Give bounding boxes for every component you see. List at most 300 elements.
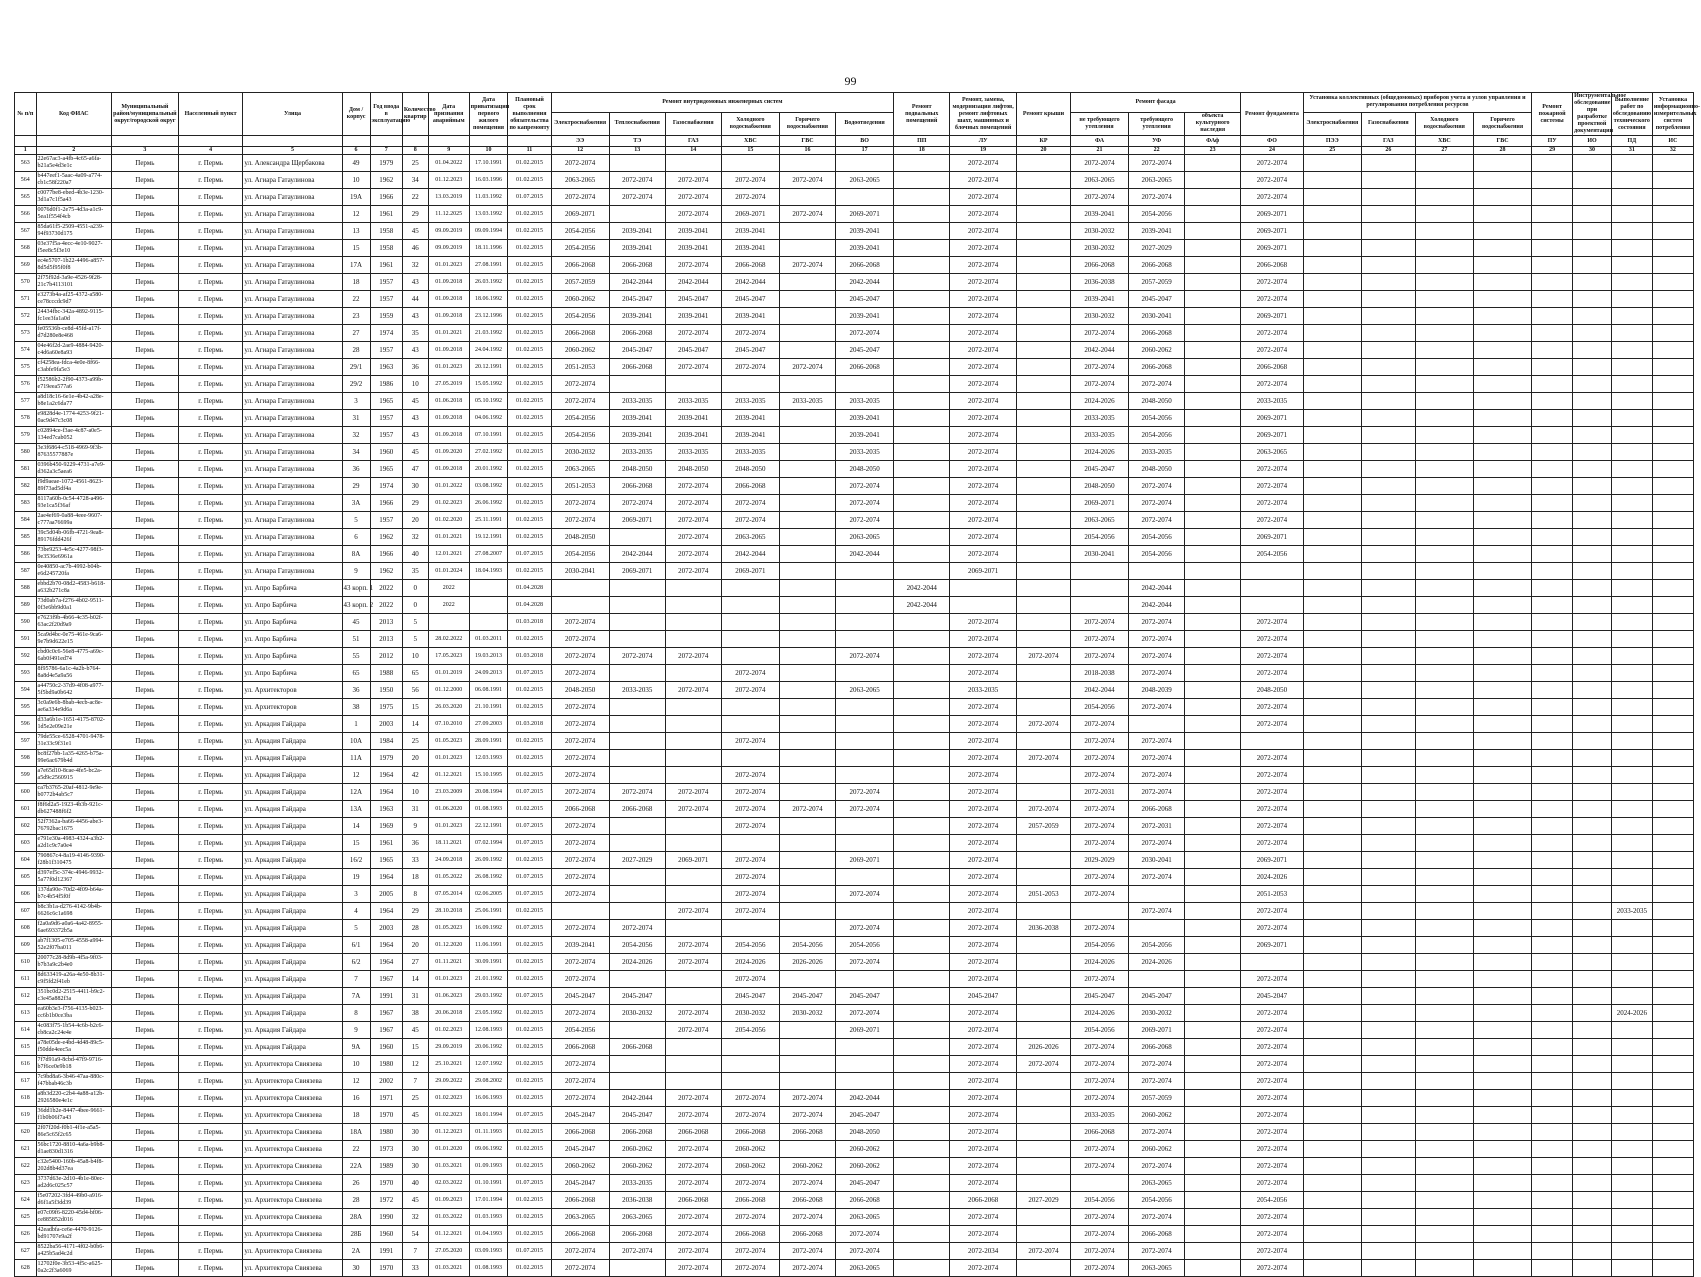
date-overhaul: 01.02.2015 (508, 1073, 551, 1090)
municipality: Пермь (111, 189, 178, 206)
house-number: 3 (342, 393, 370, 410)
work-period-cell (1532, 359, 1573, 376)
date-privatization: 11.03.1992 (469, 189, 508, 206)
table-row (15, 1022, 1694, 1039)
date-emergency: 01.02.2020 (428, 512, 469, 529)
work-period-cell: 2072-2074 (551, 920, 609, 937)
apartments-count: 14 (402, 971, 428, 988)
work-period-cell (1017, 682, 1071, 699)
work-period-cell (1532, 223, 1573, 240)
work-period-cell (779, 784, 835, 801)
work-period-cell (1361, 223, 1415, 240)
work-period-cell: 2060-2062 (779, 1158, 835, 1175)
work-period-cell (1573, 1192, 1612, 1209)
work-period-cell (1532, 257, 1573, 274)
work-period-cell (1532, 1192, 1573, 1209)
engineering-group-header: Ремонт внутридомовых инженерных систем (551, 93, 894, 113)
col-meter-gas-header: Газоснабжения (1361, 112, 1415, 135)
work-period-cell (1185, 1073, 1241, 1090)
work-period-cell (1473, 529, 1531, 546)
work-period-cell: 2072-2074 (1017, 1056, 1071, 1073)
work-period-cell (665, 835, 721, 852)
work-period-cell: 2066-2068 (836, 257, 894, 274)
work-period-cell (1532, 835, 1573, 852)
work-period-cell: 2063-2065 (836, 172, 894, 189)
date-overhaul: 01.02.2015 (508, 529, 551, 546)
work-period-cell: 2033-2035 (609, 444, 665, 461)
work-period-cell: 2072-2031 (1070, 784, 1128, 801)
table-row (15, 903, 1694, 920)
work-period-cell (1473, 444, 1531, 461)
work-period-cell (1473, 1090, 1531, 1107)
work-period-cell: 2033-2035 (950, 682, 1017, 699)
work-period-cell: 2072-2074 (950, 1141, 1017, 1158)
work-period-cell: 2072-2074 (551, 733, 609, 750)
work-period-cell: 2045-2047 (1070, 988, 1128, 1005)
date-emergency: 01.03.2021 (428, 1158, 469, 1175)
work-period-cell (1303, 631, 1361, 648)
work-period-cell: 2072-2074 (609, 784, 665, 801)
work-period-cell (1611, 1226, 1652, 1243)
sub-code-cell (178, 136, 243, 147)
table-row (15, 308, 1694, 325)
work-period-cell (1473, 1124, 1531, 1141)
work-period-cell: 2033-2035 (779, 393, 835, 410)
work-period-cell: 2066-2068 (609, 359, 665, 376)
sub-code-cell (15, 136, 37, 147)
work-period-cell: 2072-2074 (950, 648, 1017, 665)
row-number: 595 (15, 699, 37, 716)
work-period-cell (1017, 257, 1071, 274)
work-period-cell: 2072-2074 (551, 784, 609, 801)
apartments-count: 40 (402, 546, 428, 563)
build-year: 1960 (370, 444, 402, 461)
fias-code: f2a0a9d6-a0a6-4a42-8955-6ae693372b5a (36, 920, 111, 937)
locality: г. Пермь (178, 410, 243, 427)
work-period-cell (1070, 1175, 1128, 1192)
work-period-cell: 2072-2074 (950, 172, 1017, 189)
fias-code: 20077c28-8d9b-4f5a-9f03-b7b3a9c2b4e0 (36, 954, 111, 971)
work-period-cell (1017, 903, 1071, 920)
work-period-cell (1017, 835, 1071, 852)
work-period-cell (1532, 648, 1573, 665)
municipality: Пермь (111, 631, 178, 648)
build-year: 1967 (370, 1022, 402, 1039)
work-period-cell: 2072-2074 (1241, 801, 1304, 818)
work-period-cell (1652, 665, 1693, 682)
work-period-cell: 2045-2047 (1070, 461, 1128, 478)
house-number: 32 (342, 427, 370, 444)
work-period-cell: 2048-2039 (1129, 682, 1185, 699)
work-period-cell (1303, 189, 1361, 206)
work-period-cell (1185, 716, 1241, 733)
work-period-cell: 2033-2035 (609, 393, 665, 410)
table-row (15, 1124, 1694, 1141)
municipality: Пермь (111, 886, 178, 903)
fias-code: a8d18c16-6e1e-4b42-a28e-b8e1a2c6da77 (36, 393, 111, 410)
table-row (15, 376, 1694, 393)
sub-code-cell (111, 136, 178, 147)
date-overhaul: 01.02.2015 (508, 359, 551, 376)
work-period-cell (1611, 257, 1652, 274)
build-year: 1979 (370, 750, 402, 767)
work-period-cell: 2069-2071 (1241, 240, 1304, 257)
municipality: Пермь (111, 1260, 178, 1277)
work-period-cell: 2060-2062 (551, 342, 609, 359)
build-year: 1961 (370, 257, 402, 274)
work-period-cell (1303, 376, 1361, 393)
date-privatization: 01.03.2011 (469, 631, 508, 648)
work-period-cell: 2045-2047 (1129, 291, 1185, 308)
row-number: 612 (15, 988, 37, 1005)
work-period-cell (894, 308, 950, 325)
street: ул. Агиара Гатаулинова (243, 546, 342, 563)
work-period-cell: 2072-2074 (1241, 1260, 1304, 1277)
work-period-cell: 2072-2074 (836, 1005, 894, 1022)
work-period-cell (609, 631, 665, 648)
house-number: 6/2 (342, 954, 370, 971)
column-index-cell: 24 (1241, 147, 1304, 155)
work-period-cell: 2066-2068 (836, 1192, 894, 1209)
work-period-cell: 2072-2074 (950, 189, 1017, 206)
work-period-cell (1611, 1192, 1652, 1209)
date-privatization: 16.06.1993 (469, 1090, 508, 1107)
street: ул. Аркадия Гайдара (243, 835, 342, 852)
street: ул. Аркадия Гайдара (243, 733, 342, 750)
work-period-cell (1473, 563, 1531, 580)
house-number: 29/2 (342, 376, 370, 393)
work-period-cell: 2072-2074 (1070, 920, 1128, 937)
row-number: 568 (15, 240, 37, 257)
date-emergency (428, 614, 469, 631)
row-number: 576 (15, 376, 37, 393)
street: ул. Агиара Гатаулинова (243, 206, 342, 223)
work-period-cell: 2039-2041 (721, 223, 779, 240)
street: ул. Агиара Гатаулинова (243, 512, 342, 529)
table-row (15, 580, 1694, 597)
work-period-cell: 2072-2074 (950, 427, 1017, 444)
work-period-cell (779, 223, 835, 240)
work-period-cell (1652, 546, 1693, 563)
work-period-cell: 2072-2074 (950, 665, 1017, 682)
table-row (15, 971, 1694, 988)
work-period-cell: 2069-2071 (551, 206, 609, 223)
work-period-cell (1185, 342, 1241, 359)
sub-code-cell: ПУ (1532, 136, 1573, 147)
date-emergency: 09.09.2019 (428, 223, 469, 240)
work-period-cell (1415, 240, 1473, 257)
work-period-cell (1017, 1209, 1071, 1226)
work-period-cell: 2072-2074 (779, 1243, 835, 1260)
work-period-cell: 2039-2041 (1129, 223, 1185, 240)
work-period-cell: 2063-2065 (1070, 512, 1128, 529)
work-period-cell (1573, 1141, 1612, 1158)
work-period-cell: 2039-2041 (721, 410, 779, 427)
work-period-cell: 2072-2074 (1241, 784, 1304, 801)
work-period-cell: 2072-2074 (950, 240, 1017, 257)
date-emergency: 01.01.2023 (428, 750, 469, 767)
col-facade-heritage-header: объекта культурного наследия (1185, 112, 1241, 135)
work-period-cell (779, 699, 835, 716)
work-period-cell: 2072-2074 (950, 1260, 1017, 1277)
work-period-cell (665, 1056, 721, 1073)
locality: г. Пермь (178, 920, 243, 937)
work-period-cell (1532, 427, 1573, 444)
apartments-count: 5 (402, 614, 428, 631)
locality: г. Пермь (178, 1226, 243, 1243)
house-number: 7А (342, 988, 370, 1005)
work-period-cell (1415, 699, 1473, 716)
work-period-cell (1241, 733, 1304, 750)
build-year: 1966 (370, 189, 402, 206)
locality: г. Пермь (178, 682, 243, 699)
date-privatization: 01.08.1993 (469, 1260, 508, 1277)
work-period-cell: 2042-2044 (1070, 342, 1128, 359)
work-period-cell (1473, 1158, 1531, 1175)
date-privatization: 07.02.1994 (469, 835, 508, 852)
row-number: 587 (15, 563, 37, 580)
work-period-cell (1017, 784, 1071, 801)
work-period-cell (1573, 767, 1612, 784)
work-period-cell (1017, 461, 1071, 478)
work-period-cell (1361, 1107, 1415, 1124)
work-period-cell (1532, 563, 1573, 580)
date-overhaul: 01.02.2015 (508, 444, 551, 461)
work-period-cell (1361, 886, 1415, 903)
work-period-cell (1652, 359, 1693, 376)
work-period-cell: 2051-2053 (1017, 886, 1071, 903)
table-row (15, 1107, 1694, 1124)
work-period-cell (1017, 937, 1071, 954)
table-row (15, 172, 1694, 189)
row-number: 613 (15, 1005, 37, 1022)
locality: г. Пермь (178, 954, 243, 971)
work-period-cell (1361, 461, 1415, 478)
row-number: 606 (15, 886, 37, 903)
work-period-cell (1611, 308, 1652, 325)
house-number: 31 (342, 410, 370, 427)
work-period-cell (1361, 427, 1415, 444)
work-period-cell (1573, 954, 1612, 971)
locality: г. Пермь (178, 393, 243, 410)
work-period-cell (1532, 903, 1573, 920)
work-period-cell (894, 954, 950, 971)
work-period-cell: 2054-2056 (1129, 410, 1185, 427)
work-period-cell: 2072-2074 (609, 1243, 665, 1260)
work-period-cell (779, 767, 835, 784)
work-period-cell: 2054-2056 (1070, 1022, 1128, 1039)
date-privatization: 30.09.1991 (469, 954, 508, 971)
work-period-cell: 2036-2038 (609, 1192, 665, 1209)
work-period-cell (894, 1226, 950, 1243)
work-period-cell: 2072-2074 (1129, 495, 1185, 512)
work-period-cell: 2072-2074 (721, 869, 779, 886)
date-emergency: 01.02.2023 (428, 1022, 469, 1039)
work-period-cell (779, 614, 835, 631)
apartments-count: 35 (402, 563, 428, 580)
municipality: Пермь (111, 461, 178, 478)
work-period-cell (1361, 444, 1415, 461)
work-period-cell (1415, 665, 1473, 682)
work-period-cell: 2072-2074 (1070, 1226, 1128, 1243)
apartments-count: 65 (402, 665, 428, 682)
row-number: 620 (15, 1124, 37, 1141)
date-privatization: 16.03.1996 (469, 172, 508, 189)
work-period-cell (1652, 852, 1693, 869)
work-period-cell: 2072-2074 (950, 1124, 1017, 1141)
work-period-cell: 2066-2068 (551, 1039, 609, 1056)
work-period-cell: 2072-2074 (1241, 274, 1304, 291)
work-period-cell (836, 1056, 894, 1073)
work-period-cell (1185, 1192, 1241, 1209)
build-year: 1970 (370, 1260, 402, 1277)
column-index-cell: 1 (15, 147, 37, 155)
work-period-cell (1652, 1141, 1693, 1158)
work-period-cell (1185, 223, 1241, 240)
build-year: 1986 (370, 376, 402, 393)
work-period-cell: 2048-2050 (1070, 478, 1128, 495)
work-period-cell: 2039-2041 (836, 223, 894, 240)
fias-code: 8117a60b-0c54-4728-a496-93e1ca5f36af (36, 495, 111, 512)
work-period-cell: 2072-2074 (950, 886, 1017, 903)
work-period-cell: 2072-2074 (665, 478, 721, 495)
work-period-cell (1303, 1107, 1361, 1124)
apartments-count: 20 (402, 937, 428, 954)
column-index-cell: 6 (342, 147, 370, 155)
work-period-cell (665, 818, 721, 835)
date-emergency: 02.03.2022 (428, 1175, 469, 1192)
house-number: 14 (342, 818, 370, 835)
house-number: 18А (342, 1124, 370, 1141)
work-period-cell (894, 818, 950, 835)
house-number: 28 (342, 342, 370, 359)
work-period-cell (1573, 308, 1612, 325)
col-fias-header: Код ФИАС (36, 93, 111, 136)
work-period-cell: 2072-2074 (1129, 1073, 1185, 1090)
work-period-cell: 2072-2074 (950, 291, 1017, 308)
work-period-cell (1611, 410, 1652, 427)
date-overhaul: 01.02.2015 (508, 682, 551, 699)
work-period-cell (1652, 699, 1693, 716)
locality: г. Пермь (178, 376, 243, 393)
work-period-cell (1473, 682, 1531, 699)
date-emergency: 01.04.2022 (428, 155, 469, 172)
work-period-cell (894, 648, 950, 665)
work-period-cell (1573, 342, 1612, 359)
street: ул. Аркадия Гайдара (243, 869, 342, 886)
work-period-cell (1532, 1175, 1573, 1192)
work-period-cell: 2030-2032 (609, 1005, 665, 1022)
work-period-cell: 2072-2074 (1241, 461, 1304, 478)
work-period-cell (1415, 988, 1473, 1005)
work-period-cell (1611, 631, 1652, 648)
date-emergency: 01.01.2021 (428, 325, 469, 342)
locality: г. Пермь (178, 648, 243, 665)
row-number: 616 (15, 1056, 37, 1073)
work-period-cell: 2069-2071 (609, 563, 665, 580)
work-period-cell (1473, 699, 1531, 716)
work-period-cell (665, 580, 721, 597)
work-period-cell: 2054-2056 (721, 1022, 779, 1039)
work-period-cell: 2072-2074 (950, 393, 1017, 410)
work-period-cell (1532, 1226, 1573, 1243)
street: ул. Архитектора Свиязева (243, 1209, 342, 1226)
apartments-count: 25 (402, 155, 428, 172)
work-period-cell: 2054-2056 (1241, 546, 1304, 563)
work-period-cell (1303, 1192, 1361, 1209)
apartments-count: 18 (402, 869, 428, 886)
work-period-cell: 2072-2074 (665, 529, 721, 546)
work-period-cell (1473, 325, 1531, 342)
work-period-cell (1303, 988, 1361, 1005)
municipality: Пермь (111, 1226, 178, 1243)
date-privatization: 04.06.1992 (469, 410, 508, 427)
work-period-cell: 2033-2035 (665, 444, 721, 461)
build-year: 1973 (370, 1141, 402, 1158)
locality: г. Пермь (178, 223, 243, 240)
work-period-cell (1473, 767, 1531, 784)
work-period-cell: 2072-2074 (609, 648, 665, 665)
apartments-count: 15 (402, 699, 428, 716)
street: ул. Аркадия Гайдара (243, 852, 342, 869)
work-period-cell: 2072-2074 (1241, 1022, 1304, 1039)
work-period-cell (836, 631, 894, 648)
apartments-count: 54 (402, 1226, 428, 1243)
work-period-cell: 2066-2068 (551, 325, 609, 342)
fias-code: e07c09f6-8220-45d4-bf06-ce885852d016 (36, 1209, 111, 1226)
column-index-cell: 17 (836, 147, 894, 155)
table-row (15, 155, 1694, 172)
fias-code: ec4e5707-1b22-4496-a857-8d5d5f95f0f8 (36, 257, 111, 274)
work-period-cell (836, 1073, 894, 1090)
work-period-cell: 2060-2062 (1129, 1107, 1185, 1124)
apartments-count: 10 (402, 648, 428, 665)
work-period-cell (1361, 1056, 1415, 1073)
fias-code: 3e3f6864-c518-4969-9f3b-87635577887e (36, 444, 111, 461)
municipality: Пермь (111, 1158, 178, 1175)
work-period-cell (1303, 954, 1361, 971)
apartments-count: 15 (402, 1039, 428, 1056)
work-period-cell: 2045-2047 (1241, 988, 1304, 1005)
work-period-cell (1573, 546, 1612, 563)
work-period-cell (1611, 1175, 1652, 1192)
row-number: 601 (15, 801, 37, 818)
work-period-cell: 2072-2074 (950, 223, 1017, 240)
work-period-cell (1415, 1260, 1473, 1277)
col-roof-header: Ремонт крыши (1017, 93, 1071, 136)
work-period-cell (1611, 937, 1652, 954)
date-emergency: 01.02.2023 (428, 495, 469, 512)
house-number: 6 (342, 529, 370, 546)
work-period-cell: 2072-2074 (609, 495, 665, 512)
work-period-cell (779, 886, 835, 903)
work-period-cell (1611, 648, 1652, 665)
fias-code: a78e05de-e4bd-4d48-89c5-f50dde4eec5a (36, 1039, 111, 1056)
work-period-cell: 2072-2074 (665, 1209, 721, 1226)
date-privatization: 07.10.1991 (469, 427, 508, 444)
work-period-cell (1611, 1124, 1652, 1141)
work-period-cell: 2033-2035 (1070, 1107, 1128, 1124)
locality: г. Пермь (178, 563, 243, 580)
work-period-cell (1473, 852, 1531, 869)
work-period-cell (1185, 937, 1241, 954)
table-row (15, 1090, 1694, 1107)
work-period-cell (1303, 1073, 1361, 1090)
work-period-cell: 2063-2065 (836, 1209, 894, 1226)
work-period-cell (1573, 189, 1612, 206)
work-period-cell (1652, 257, 1693, 274)
work-period-cell: 2072-2074 (721, 818, 779, 835)
